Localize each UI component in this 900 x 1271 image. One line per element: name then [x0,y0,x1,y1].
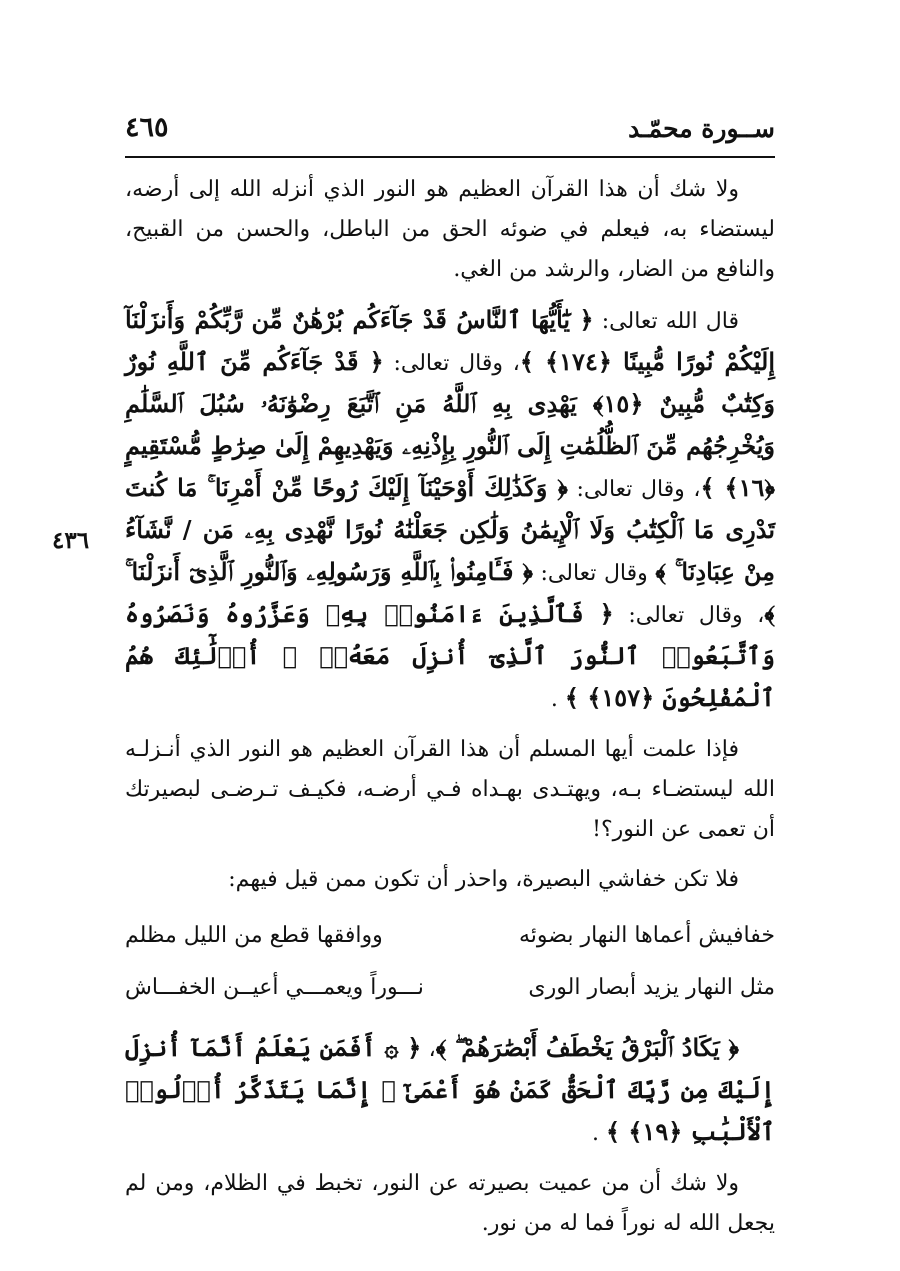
connector-text: ، وقال تعالى: [576,477,701,502]
quran-verse-7: ﴿ ۞ أَفَمَن يَعْلَمُ أَنَّمَآ أُنزِلَ إِلَيْكَ مِن رَّبِّكَ ٱلْحَقُّ كَمَنْ هُوَ أَعْمَىٰٓ ۚ إِنَّمَا يَتَذَكَّرُ أُو۟لُوا۟ ٱلْأَلْبَٰبِ ﴿١٩﴾ ﴾ [125,1033,775,1146]
quran-verse-1: ﴿ يَٰٓأَيُّهَا ٱلنَّاسُ قَدْ جَآءَكُم بُرْهَٰنٌ مِّن رَّبِّكُمْ وَأَنزَلْنَآ إِلَيْكُمْ نُورًا مُّبِينًا ﴿١٧٤﴾ ﴾ [125,305,776,376]
quran-verse-6: ﴿ يَكَادُ ٱلْبَرْقُ يَخْطَفُ أَبْصَٰرَهُمْ ۖ ﴾ [435,1033,740,1062]
connector-text: وقال تعالى: [540,561,648,586]
margin-page-reference: ٤٣٦ [52,527,90,554]
connector-text: ، [428,1037,436,1062]
poem-hemistich: ووافقها قطع من الليل مظلم [125,923,383,948]
paragraph-2 [125,300,775,720]
paragraph-3: فإذا علمت أيها المسلم أن هذا القرآن العظيم هو النور الذي أنـزلـه الله ليستضـاء بـه، ويهتـدى بهـداه فـي أرضـه، فكيـف تـرضـى لبصيرتك أن تعمى عن النور؟! [125,737,775,842]
paragraph-end: . [550,687,558,712]
header-divider [125,156,775,158]
paragraph-5 [125,1028,775,1154]
paragraph-1: ولا شك أن هذا القرآن العظيم هو النور الذي أنزله الله إلى أرضه، ليستضاء به، فيعلم في ضوئه الحق من الباطل، والحسن من القبيح، والنافع من الضار، والرشد من الغي. [125,177,775,282]
quran-verse-4: ﴿ فَـَٔامِنُوا۟ بِٱللَّهِ وَرَسُولِهِۦ وَٱلنُّورِ ٱلَّذِىٓ أَنزَلْنَا ۚ ﴾ [125,557,776,628]
poem-hemistich: خفافيش أعماها النهار بضوئه [519,923,775,948]
surah-title: ســورة محمّـد [628,114,775,143]
poem [125,910,775,1014]
quran-verse-3: ﴿ وَكَذَٰلِكَ أَوْحَيْنَآ إِلَيْكَ رُوحًا مِّنْ أَمْرِنَا ۚ مَا كُنتَ تَدْرِى مَا ٱلْكِتَٰبُ وَلَا ٱلْإِيمَٰنُ وَلَٰكِن جَعَلْنَٰهُ نُورًا نَّهْدِى بِهِۦ مَن / نَّشَآءُ مِنْ عِبَادِنَا ۚ ﴾ [125,473,775,586]
page-body [125,170,775,1254]
page-number: ٤٦٥ [125,112,169,143]
paragraph-end: . [591,1121,599,1146]
connector-text: ، وقال تعالى: [393,351,520,376]
connector-text: ، وقال تعالى: [628,603,765,628]
paragraph-6: ولا شك أن من عميت بصيرته عن النور، تخبط في الظلام، ومن لم يجعل الله له نوراً فما له من نور. [125,1171,775,1236]
quran-verse-2: ﴿ قَدْ جَآءَكُم مِّنَ ٱللَّهِ نُورٌ وَكِتَٰبٌ مُّبِينٌ ﴿١٥﴾ يَهْدِى بِهِ ٱللَّهُ مَنِ ٱتَّبَعَ رِضْوَٰنَهُۥ سُبُلَ ٱلسَّلَٰمِ وَيُخْرِجُهُم مِّنَ ٱلظُّلُمَٰتِ إِلَى ٱلنُّورِ بِإِذْنِهِۦ وَيَهْدِيهِمْ إِلَىٰ صِرَٰطٍ مُّسْتَقِيمٍ ﴿١٦﴾ ﴾ [125,347,775,502]
intro-text: قال الله تعالى: [601,309,739,334]
quran-verse-5: ﴿ فَٱلَّذِينَ ءَامَنُوا۟ بِهِۦ وَعَزَّرُوهُ وَنَصَرُوهُ وَٱتَّبَعُوا۟ ٱلنُّورَ ٱلَّذِىٓ أُنزِلَ مَعَهُۥٓ ۙ أُو۟لَٰٓئِكَ هُمُ ٱلْمُفْلِحُونَ ﴿١٥٧﴾ ﴾ [125,599,775,712]
poem-hemistich: مثل النهار يزيد أبصار الورى [528,975,775,1000]
poem-hemistich: نـــوراً ويعمـــي أعيــن الخفـــاش [125,975,424,1000]
paragraph-4: فلا تكن خفاشي البصيرة، واحذر أن تكون ممن قيل فيهم: [228,867,739,892]
page-header [125,112,775,156]
